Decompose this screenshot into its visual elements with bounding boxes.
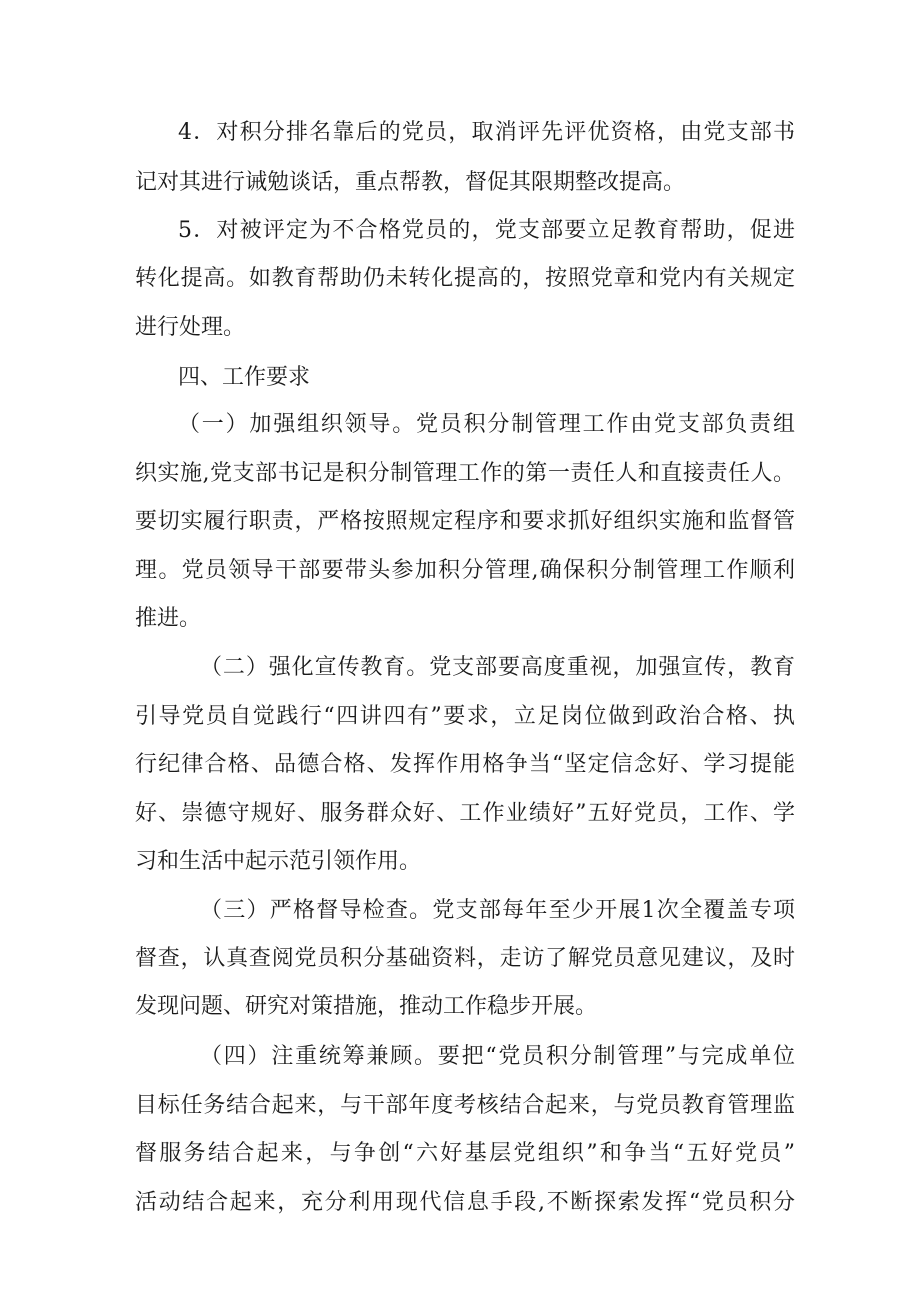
requirement-4-line-1: （四）注重统筹兼顾。要把“党员积分制管理”与完成单位	[200, 1044, 795, 1069]
requirement-3-line-2: 督查，认真查阅党员积分基础资料，走访了解党员意见建议，及时	[135, 946, 795, 971]
requirement-4-line-4: 活动结合起来，充分利用现代信息手段,不断探索发挥“党员积分	[135, 1190, 795, 1215]
requirement-4-line-3: 督服务结合起来，与争创“六好基层党组织”和争当“五好党员”	[135, 1141, 795, 1166]
requirement-1-line-3: 要切实履行职责，严格按照规定程序和要求抓好组织实施和监督管	[135, 509, 795, 534]
paragraph-5-line-1: 5．对被评定为不合格党员的，党支部要立足教育帮助，促进	[178, 218, 795, 243]
requirement-4-line-2: 目标任务结合起来，与干部年度考核结合起来，与党员教育管理监	[135, 1093, 795, 1118]
requirement-1-line-4: 理。党员领导干部要带头参加积分管理,确保积分制管理工作顺利	[135, 558, 795, 583]
paragraph-5-line-2: 转化提高。如教育帮助仍未转化提高的，按照党章和党内有关规定	[135, 266, 795, 291]
section-heading-work-requirements: 四、工作要求	[178, 365, 311, 390]
requirement-2-line-4: 好、崇德守规好、服务群众好、工作业绩好”五好党员，工作、学	[135, 801, 795, 826]
requirement-3-line-1: （三）严格督导检查。党支部每年至少开展1次全覆盖专项	[200, 898, 795, 923]
requirement-2-line-2: 引导党员自觉践行“四讲四有”要求，立足岗位做到政治合格、执	[135, 704, 795, 729]
requirement-1-line-5: 推进。	[135, 606, 202, 631]
requirement-2-line-1: （二）强化宣传教育。党支部要高度重视，加强宣传，教育	[200, 655, 795, 680]
requirement-1-line-2: 织实施,党支部书记是积分制管理工作的第一责任人和直接责任人。	[135, 461, 795, 486]
requirement-1-line-1: （一）加强组织领导。党员积分制管理工作由党支部负责组	[178, 412, 795, 437]
paragraph-5-line-3: 进行处理。	[135, 315, 246, 340]
requirement-2-line-3: 行纪律合格、品德合格、发挥作用格争当“坚定信念好、学习提能	[135, 752, 795, 777]
requirement-2-line-5: 习和生活中起示范引领作用。	[135, 849, 422, 874]
paragraph-4-line-1: 4．对积分排名靠后的党员，取消评先评优资格，由党支部书	[178, 120, 795, 145]
requirement-3-line-3: 发现问题、研究对策措施，推动工作稳步开展。	[135, 994, 598, 1019]
paragraph-4-line-2: 记对其进行诫勉谈话，重点帮教，督促其限期整改提高。	[135, 170, 686, 195]
